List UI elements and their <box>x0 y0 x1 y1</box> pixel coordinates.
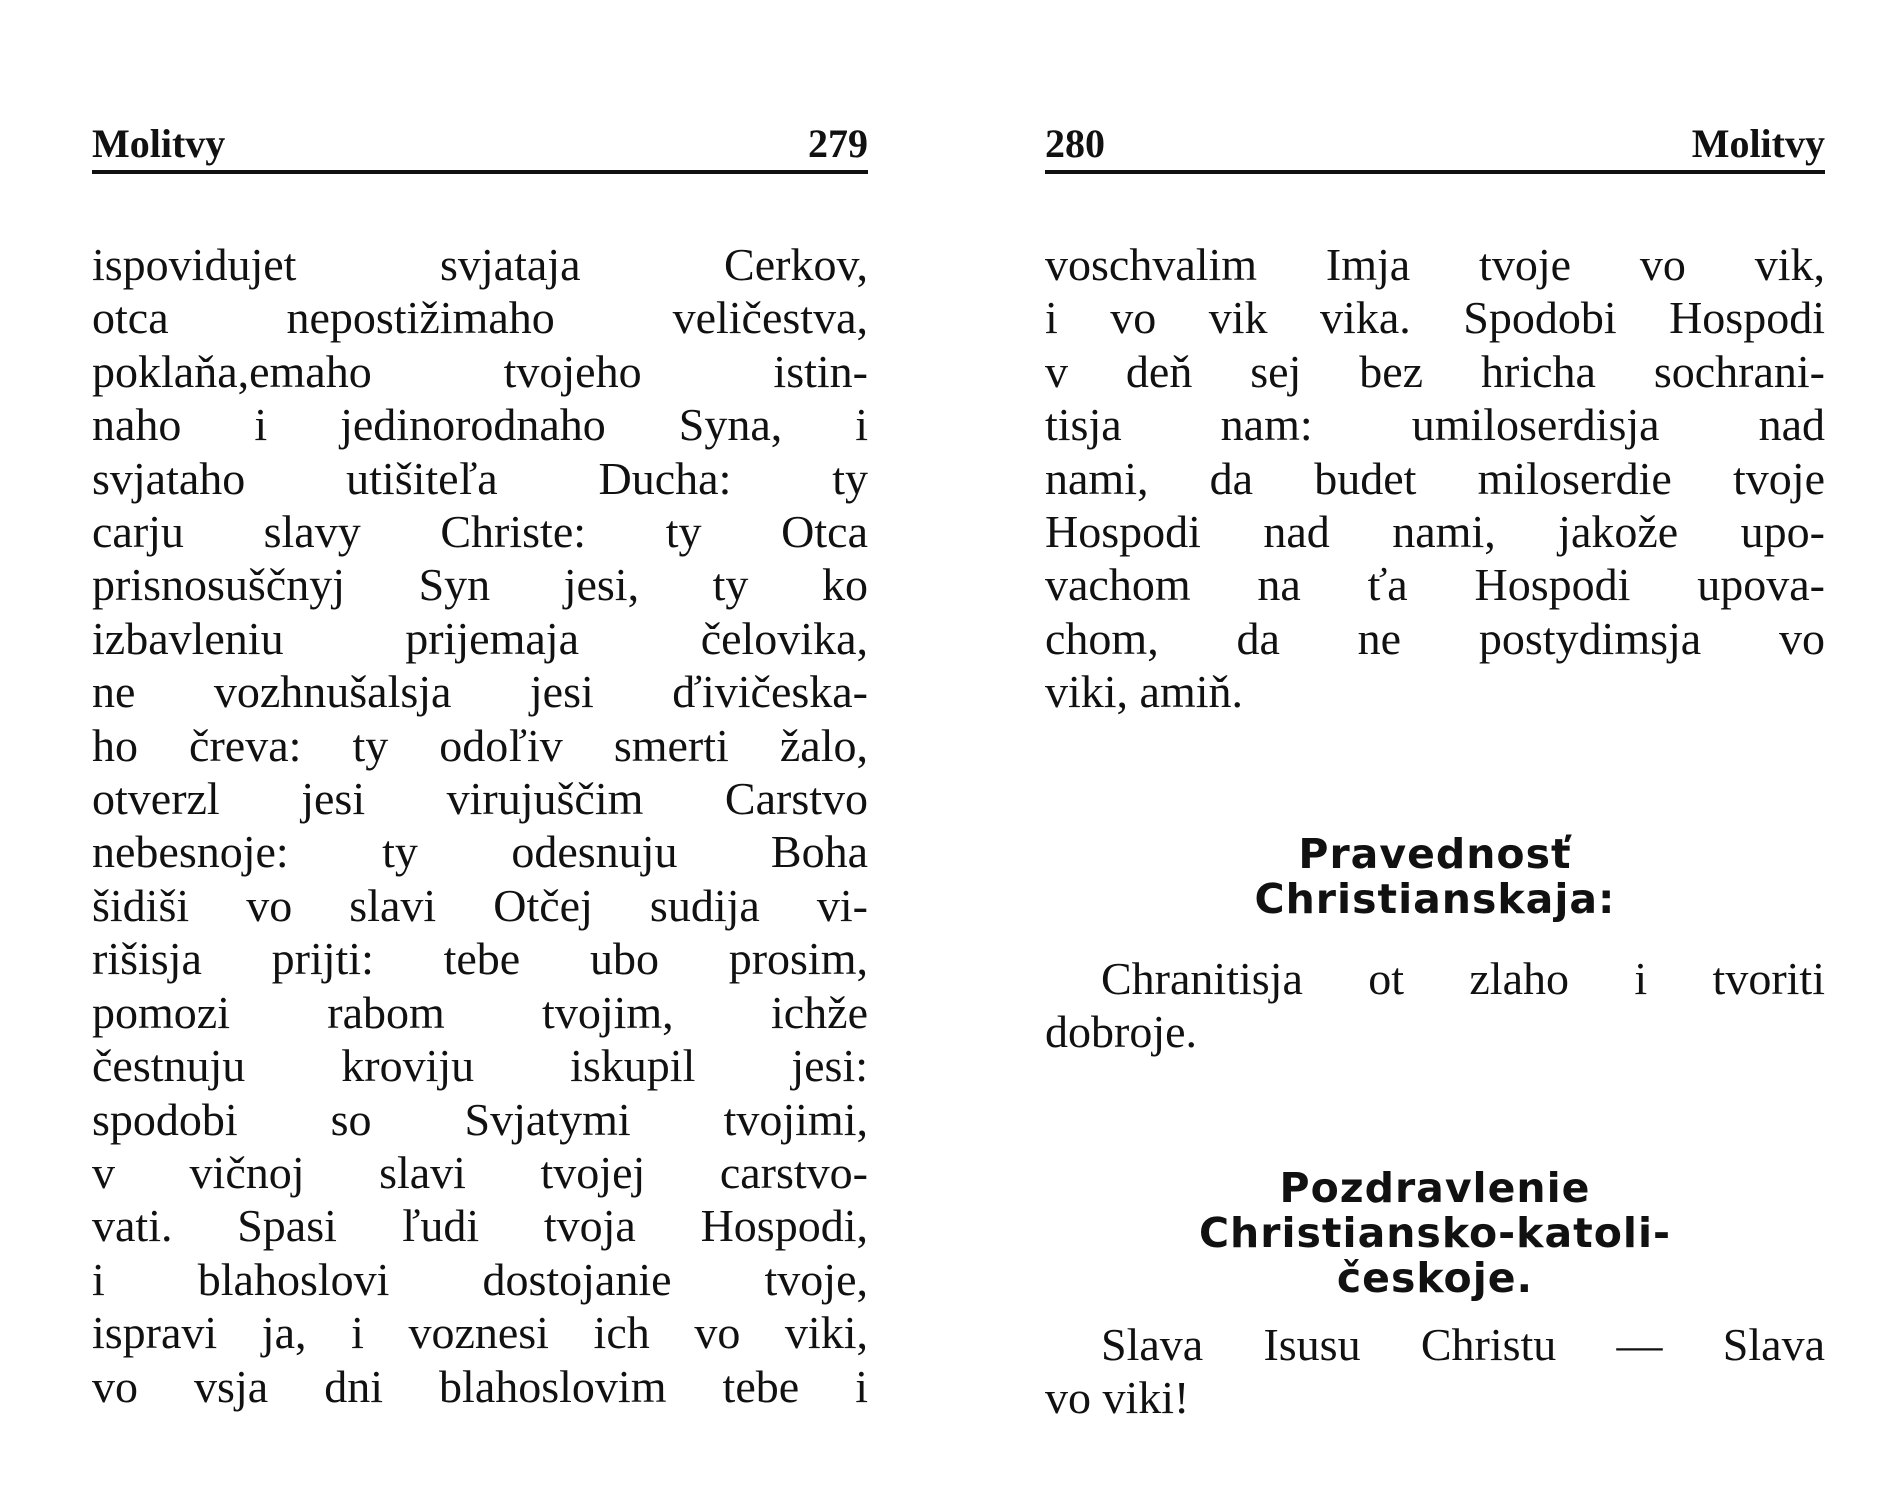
text-line: Chranitisja ot zlaho i tvoriti <box>1101 953 1825 1004</box>
text-line: chom, da ne postydimsja vo <box>1045 612 1825 664</box>
text-line: prisnosuščnyj Syn jesi, ty ko <box>92 559 868 611</box>
text-line: Slava Isusu Christu — Slava <box>1101 1319 1825 1370</box>
text-line: izbavleniu prijemaja čelovika, <box>92 612 868 664</box>
heading-line: Christianskaja: <box>1254 875 1616 923</box>
text-line: čestnuju kroviju iskupil jesi: <box>92 1040 868 1092</box>
section-text-greeting <box>1045 1318 1825 1424</box>
text-line: rišisja prijti: tebe ubo prosim, <box>92 933 868 985</box>
left-body-text <box>92 238 868 1413</box>
section-heading-greeting <box>1045 1166 1825 1301</box>
text-line: otverzl jesi virujuščim Carstvo <box>92 773 868 825</box>
text-line: vo vsja dni blahoslovim tebe i <box>92 1360 868 1412</box>
left-header-rule <box>92 170 868 174</box>
right-page <box>1045 0 1825 1500</box>
text-line: ne vozhnušalsja jesi ďivičeska- <box>92 666 868 718</box>
right-running-title: Molitvy <box>1691 121 1825 166</box>
section-text-righteousness <box>1045 952 1825 1058</box>
right-header-rule <box>1045 170 1825 174</box>
text-line: otca nepostižimaho veličestva, <box>92 292 868 344</box>
text-line: ispravi ja, i voznesi ich vo viki, <box>92 1307 868 1359</box>
text-line: v deň sej bez hricha sochrani- <box>1045 345 1825 397</box>
left-page-number: 279 <box>808 121 868 166</box>
text-line: ispovidujet svjataja Cerkov, <box>92 239 868 290</box>
left-running-title: Molitvy <box>92 121 226 166</box>
left-running-head <box>92 118 868 168</box>
heading-line: Pravednosť <box>1298 830 1572 878</box>
text-line: naho i jedinorodnaho Syna, i <box>92 399 868 451</box>
text-line: viki, amiň. <box>1045 666 1244 718</box>
text-line: vachom na ťa Hospodi upova- <box>1045 559 1825 611</box>
right-body-text <box>1045 238 1825 719</box>
right-running-head <box>1045 118 1825 168</box>
heading-line: Christiansko-katoli- <box>1198 1209 1672 1257</box>
heading-line: Pozdravlenie <box>1279 1164 1591 1212</box>
text-line: nebesnoje: ty odesnuju Boha <box>92 826 868 878</box>
text-line: i vo vik vika. Spodobi Hospodi <box>1045 292 1825 344</box>
text-line: spodobi so Svjatymi tvojimi, <box>92 1093 868 1145</box>
heading-line: českoje. <box>1336 1254 1534 1302</box>
text-line: vo viki! <box>1045 1372 1190 1423</box>
text-line: šidiši vo slavi Otčej sudija vi- <box>92 879 868 931</box>
text-line: i blahoslovi dostojanie tvoje, <box>92 1253 868 1305</box>
text-line: svjataho utišiteľa Ducha: ty <box>92 452 868 504</box>
text-line: voschvalim Imja tvoje vo vik, <box>1045 239 1825 290</box>
text-line: pomozi rabom tvojim, ichže <box>92 986 868 1038</box>
section-heading-righteousness <box>1045 832 1825 922</box>
text-line: carju slavy Christe: ty Otca <box>92 506 868 558</box>
text-line: dobroje. <box>1045 1006 1198 1057</box>
text-line: vati. Spasi ľudi tvoja Hospodi, <box>92 1200 868 1252</box>
right-page-number: 280 <box>1045 121 1105 166</box>
text-line: ho čreva: ty odoľiv smerti žalo, <box>92 719 868 771</box>
text-line: tisja nam: umiloserdisja nad <box>1045 399 1825 451</box>
text-line: poklaňa,emaho tvojeho istin- <box>92 345 868 397</box>
left-page <box>92 0 868 1500</box>
text-line: nami, da budet miloserdie tvoje <box>1045 452 1825 504</box>
text-line: v vičnoj slavi tvojej carstvo- <box>92 1146 868 1198</box>
text-line: Hospodi nad nami, jakože upo- <box>1045 506 1825 558</box>
